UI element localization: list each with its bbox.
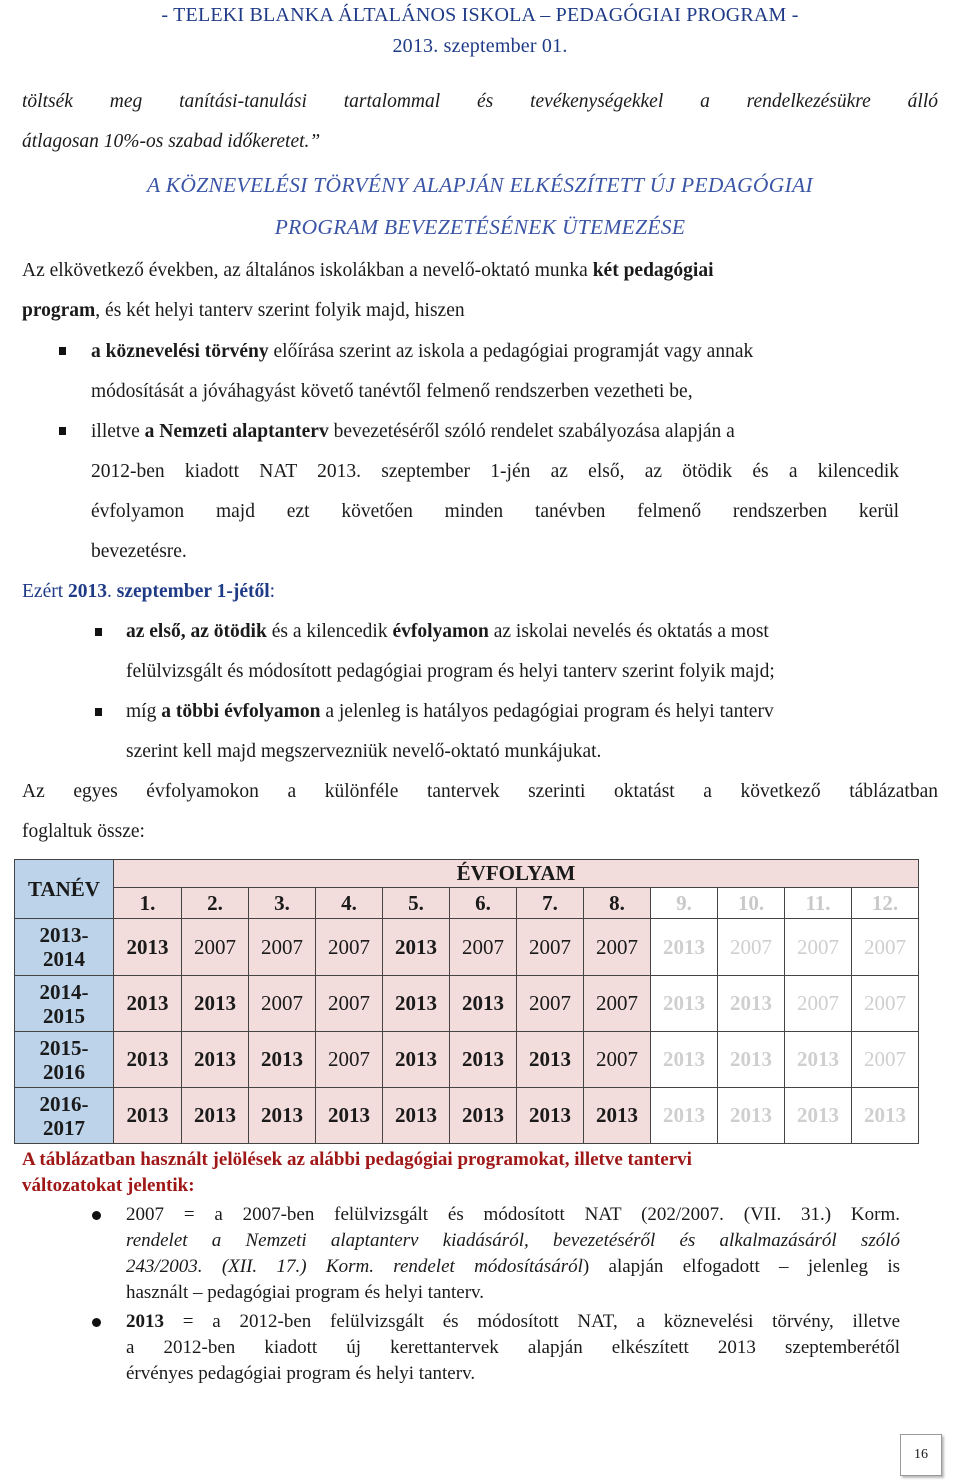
curriculum-cell: 2013 <box>852 1088 919 1144</box>
table-corner-header: TANÉV <box>15 860 114 919</box>
curriculum-cell: 2013 <box>651 1032 718 1088</box>
bullet3-bold-c: évfolyamon <box>392 621 489 642</box>
curriculum-cell: 2007 <box>718 919 785 976</box>
curriculum-cell: 2007 <box>852 1032 919 1088</box>
para1-bold: két pedagógiai <box>592 260 714 281</box>
grade-header: 3. <box>249 888 316 919</box>
legend-item2-line-2: a 2012-ben kiadott új kerettantervek alapján elkészített 2013 szeptemberétől <box>126 1337 900 1358</box>
bullet2-line-1 <box>91 421 899 443</box>
page-number: 16 <box>900 1434 942 1476</box>
bullet1-text: előírása szerint az iskola a pedagógiai programját vagy annak <box>268 341 754 362</box>
legend-title-line-2: változatokat jelentik: <box>22 1175 195 1196</box>
curriculum-cell: 2013 <box>114 1032 182 1088</box>
bullet4-line-1 <box>126 701 900 723</box>
curriculum-cell: 2013 <box>785 1088 852 1144</box>
curriculum-cell: 2007 <box>584 919 651 976</box>
grade-header: 12. <box>852 888 919 919</box>
school-year-cell <box>15 1032 114 1088</box>
grade-header: 11. <box>785 888 852 919</box>
school-year-end: 2017 <box>43 1115 85 1140</box>
curriculum-cell: 2007 <box>852 976 919 1032</box>
curriculum-cell: 2013 <box>718 1032 785 1088</box>
school-year-start: 2015- <box>39 1035 89 1060</box>
bullet1-line-1 <box>91 341 899 363</box>
bullet1-bold: a köznevelési törvény <box>91 341 269 362</box>
legend-title-line-1: A táblázatban használt jelölések az alábbi pedagógiai programokat, illetve tantervi <box>22 1149 692 1170</box>
curriculum-cell: 2013 <box>114 976 182 1032</box>
bullet-dot-icon <box>92 1211 101 1220</box>
curriculum-cell: 2013 <box>584 1088 651 1144</box>
curriculum-cell: 2013 <box>651 919 718 976</box>
legend-item2-line-1 <box>126 1311 900 1333</box>
curriculum-cell: 2007 <box>785 976 852 1032</box>
curriculum-cell: 2007 <box>852 919 919 976</box>
para1-text-2: , és két helyi tanterv szerint folyik majd, hiszen <box>95 300 465 321</box>
curriculum-cell: 2013 <box>114 1088 182 1144</box>
legend-item1-italic: 243/2003. (XII. 17.) Korm. rendelet módosításáról <box>126 1256 583 1277</box>
curriculum-cell: 2007 <box>584 1032 651 1088</box>
section-heading-line-1: A KÖZNEVELÉSI TÖRVÉNY ALAPJÁN ELKÉSZÍTETT ÚJ PEDAGÓGIAI <box>147 173 813 197</box>
curriculum-cell: 2013 <box>383 919 450 976</box>
ezert-line <box>22 581 938 603</box>
table-group-header: ÉVFOLYAM <box>114 860 919 888</box>
curriculum-cell: 2007 <box>316 1032 383 1088</box>
curriculum-cell: 2013 <box>182 1032 249 1088</box>
school-year-end: 2016 <box>43 1059 85 1084</box>
curriculum-cell: 2013 <box>383 1032 450 1088</box>
legend-item1-line-1: 2007 = a 2007-ben felülvizsgált és módosított NAT (202/2007. (VII. 31.) Korm. <box>126 1204 900 1225</box>
running-header-date: 2013. szeptember 01. <box>392 35 568 57</box>
legend-item2-text: = a 2012-ben felülvizsgált és módosított NAT, a köznevelési törvény, illetve <box>164 1311 900 1332</box>
school-year-cell <box>15 976 114 1032</box>
bullet3-text-b: és a kilencedik <box>266 621 393 642</box>
square-bullet-icon <box>59 427 66 435</box>
curriculum-cell: 2013 <box>651 1088 718 1144</box>
grade-header: 10. <box>718 888 785 919</box>
curriculum-cell: 2013 <box>718 976 785 1032</box>
legend-item1-line-4: használt – pedagógiai program és helyi tanterv. <box>126 1282 485 1303</box>
para1-line-1 <box>22 260 938 282</box>
square-bullet-icon <box>59 347 66 355</box>
curriculum-cell: 2013 <box>785 1032 852 1088</box>
bullet2-text-a: illetve <box>91 421 145 442</box>
bullet4-text-c: a jelenleg is hatályos pedagógiai program és helyi tanterv <box>320 701 774 722</box>
legend-item1-rest: ) alapján elfogadott – jelenleg is <box>582 1256 900 1277</box>
curriculum-cell: 2013 <box>383 976 450 1032</box>
legend-item1-line-3 <box>126 1256 900 1278</box>
legend-item2-bold: 2013 <box>126 1311 164 1332</box>
running-header-title: - TELEKI BLANKA ÁLTALÁNOS ISKOLA – PEDAGÓGIAI PROGRAM - <box>161 4 799 26</box>
bullet2-line-2: 2012-ben kiadott NAT 2013. szeptember 1-jén az első, az ötödik és a kilencedik <box>91 461 899 482</box>
bullet2-line-4: bevezetésre. <box>91 541 187 562</box>
curriculum-cell: 2007 <box>316 976 383 1032</box>
ezert-dot: . <box>107 581 117 602</box>
grade-header: 2. <box>182 888 249 919</box>
para1-line-2 <box>22 300 938 322</box>
bullet3-line-1 <box>126 621 900 643</box>
ezert-date: szeptember 1-jétől <box>116 581 270 602</box>
square-bullet-icon <box>95 628 102 636</box>
bullet-dot-icon <box>92 1318 101 1327</box>
curriculum-cell: 2007 <box>316 919 383 976</box>
intro-line-1: töltsék meg tanítási-tanulási tartalommal és tevékenységekkel a rendelkezésükre álló <box>22 91 938 112</box>
school-year-start: 2014- <box>39 979 89 1004</box>
curriculum-cell: 2013 <box>249 1088 316 1144</box>
curriculum-cell: 2013 <box>182 1088 249 1144</box>
para2-line-2: foglaltuk össze: <box>22 821 145 842</box>
curriculum-cell: 2013 <box>114 919 182 976</box>
section-heading-line-2: PROGRAM BEVEZETÉSÉNEK ÜTEMEZÉSE <box>274 215 686 239</box>
curriculum-cell: 2013 <box>517 1032 584 1088</box>
bullet1-line-2: módosítását a jóváhagyást követő tanévtől felmenő rendszerben vezetheti be, <box>91 381 693 402</box>
curriculum-cell: 2013 <box>383 1088 450 1144</box>
curriculum-cell: 2013 <box>316 1088 383 1144</box>
school-year-cell <box>15 919 114 976</box>
curriculum-cell: 2013 <box>450 1088 517 1144</box>
legend-item2-line-3: érvényes pedagógiai program és helyi tanterv. <box>126 1363 476 1384</box>
curriculum-cell: 2007 <box>450 919 517 976</box>
grade-header: 5. <box>383 888 450 919</box>
curriculum-cell: 2013 <box>450 976 517 1032</box>
para1-text: Az elkövetkező években, az általános iskolákban a nevelő-oktató munka <box>22 260 593 281</box>
bullet3-text-d: az iskolai nevelés és oktatás a most <box>488 621 769 642</box>
school-year-start: 2016- <box>39 1091 89 1116</box>
curriculum-cell: 2007 <box>249 919 316 976</box>
grade-header: 7. <box>517 888 584 919</box>
para1-bold-program: program <box>22 300 96 321</box>
legend-item1-line-2: rendelet a Nemzeti alaptanterv kiadásáról, bevezetéséről és alkalmazásáról szóló <box>126 1230 900 1251</box>
grade-header: 4. <box>316 888 383 919</box>
bullet2-bold: a Nemzeti alaptanterv <box>144 421 329 442</box>
curriculum-cell: 2013 <box>718 1088 785 1144</box>
bullet2-line-3: évfolyamon majd ezt követően minden tanévben felmenő rendszerben kerül <box>91 501 899 522</box>
curriculum-cell: 2007 <box>182 919 249 976</box>
curriculum-cell: 2013 <box>450 1032 517 1088</box>
curriculum-table <box>14 859 919 1144</box>
bullet4-line-2: szerint kell majd megszervezniük nevelő-oktató munkájukat. <box>126 741 602 762</box>
grade-header: 6. <box>450 888 517 919</box>
bullet3-line-2: felülvizsgált és módosított pedagógiai program és helyi tanterv szerint folyik majd; <box>126 661 775 682</box>
curriculum-cell: 2007 <box>517 976 584 1032</box>
grade-header: 8. <box>584 888 651 919</box>
bullet4-text-a: míg <box>126 701 162 722</box>
curriculum-cell: 2013 <box>517 1088 584 1144</box>
curriculum-cell: 2007 <box>584 976 651 1032</box>
school-year-cell <box>15 1088 114 1144</box>
bullet4-bold: a többi évfolyamon <box>161 701 321 722</box>
grade-header: 1. <box>114 888 182 919</box>
school-year-end: 2015 <box>43 1003 85 1028</box>
intro-line-2: átlagosan 10%-os szabad időkeretet.” <box>22 131 321 152</box>
bullet3-bold-a: az első, az ötödik <box>126 621 267 642</box>
curriculum-cell: 2013 <box>651 976 718 1032</box>
ezert-text: Ezért <box>22 581 69 602</box>
school-year-end: 2014 <box>43 947 85 971</box>
curriculum-cell: 2013 <box>249 1032 316 1088</box>
curriculum-cell: 2013 <box>182 976 249 1032</box>
school-year-start: 2013- <box>39 923 89 947</box>
grade-header: 9. <box>651 888 718 919</box>
bullet2-text-c: bevezetéséről szóló rendelet szabályozása alapján a <box>328 421 735 442</box>
ezert-year: 2013 <box>68 581 108 602</box>
para2-line-1: Az egyes évfolyamokon a különféle tantervek szerinti oktatást a következő táblázatban <box>22 781 938 802</box>
curriculum-cell: 2007 <box>785 919 852 976</box>
ezert-colon: : <box>269 581 276 602</box>
curriculum-cell: 2007 <box>249 976 316 1032</box>
square-bullet-icon <box>95 708 102 716</box>
curriculum-cell: 2007 <box>517 919 584 976</box>
